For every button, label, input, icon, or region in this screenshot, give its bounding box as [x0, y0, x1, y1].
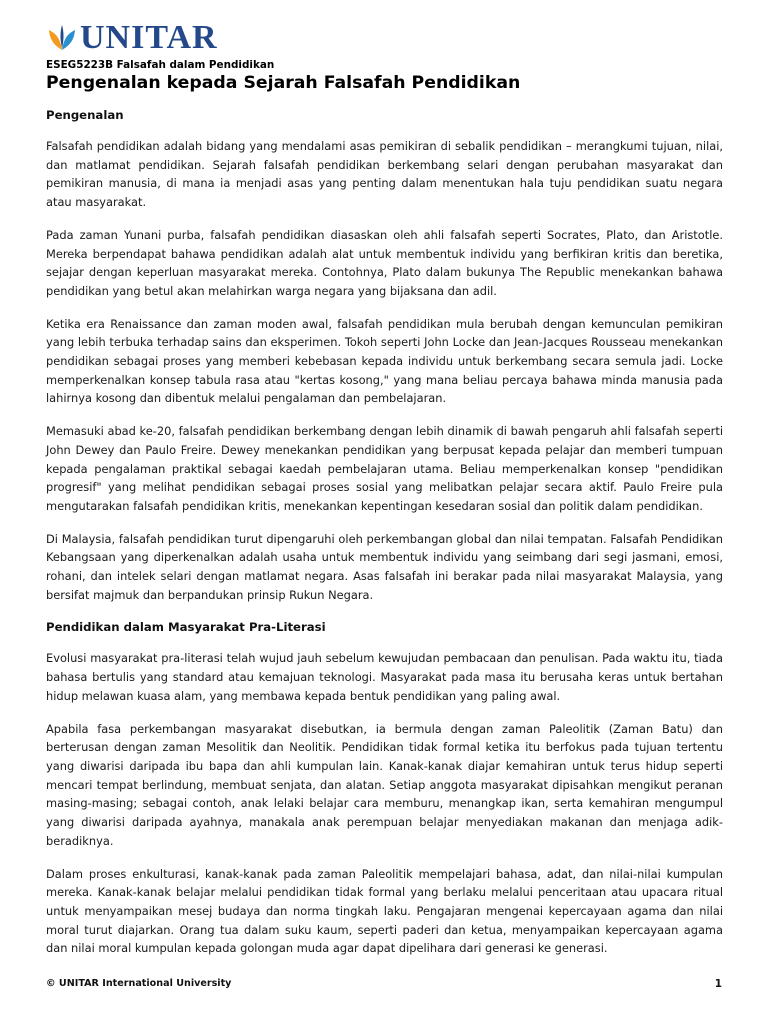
- logo-wordmark: UNITAR: [80, 19, 218, 56]
- unitar-logo: [46, 21, 218, 55]
- paragraph: Falsafah pendidikan adalah bidang yang mendalami asas pemikiran di sebalik pendidikan – merangkumi tujuan, nilai, dan matlamat pendidikan. Sejarah falsafah pendidikan berkembang selari dengan perubahan masyarakat dan pemikiran manusia, di mana ia menjadi asas yang penting dalam menentukan hala tuju pendidikan suatu negara atau masyarakat.: [46, 139, 723, 210]
- paragraph: Evolusi masyarakat pra-literasi telah wujud jauh sebelum kewujudan pembacaan dan penulisan. Pada waktu itu, tiada bahasa bertulis yang standard atau kemajuan teknologi. Masyarakat pada masa itu berusaha keras untuk bertahan hidup melawan kuasa alam, yang membawa kepada bentuk pendidikan yang paling awal.: [46, 651, 723, 703]
- footer-copyright: © UNITAR International University: [46, 978, 232, 989]
- document-title: Pengenalan kepada Sejarah Falsafah Pendidikan: [46, 73, 521, 93]
- paragraph: Ketika era Renaissance dan zaman moden awal, falsafah pendidikan mula berubah dengan kemunculan pemikiran yang lebih terbuka terhadap sains dan eksperimen. Tokoh seperti John Locke dan Jean-Jacques Rousseau menekankan pendidikan sebagai proses yang memberi kebebasan kepada individu untuk berkembang secara semula jadi. Locke memperkenalkan konsep tabula rasa atau "kertas kosong," yang mana beliau percaya bahawa minda manusia pada lahirnya kosong dan dibentuk melalui pengalaman dan pembelajaran.: [46, 316, 723, 406]
- paragraph: Memasuki abad ke-20, falsafah pendidikan berkembang dengan lebih dinamik di bawah pengaruh ahli falsafah seperti John Dewey dan Paulo Freire. Dewey menekankan pendidikan yang berpusat kepada pelajar dan memberi tumpuan kepada pengalaman praktikal sebagai kaedah pembelajaran utama. Beliau memperkenalkan konsep "pendidikan progresif" yang melihat pendidikan sebagai proses sosial yang melibatkan pelajar secara aktif. Paulo Freire pula mengutarakan falsafah pendidikan kritis, menekankan kepentingan kesedaran sosial dan politik dalam pendidikan.: [46, 424, 723, 513]
- course-code: ESEG5223B Falsafah dalam Pendidikan: [46, 59, 275, 71]
- section-heading-pengenalan: Pengenalan: [46, 108, 124, 122]
- document-body: [46, 106, 723, 972]
- book-leaf-logo-icon: [46, 22, 78, 54]
- section-heading-pra-literasi: Pendidikan dalam Masyarakat Pra-Literasi: [46, 620, 326, 635]
- paragraph: Di Malaysia, falsafah pendidikan turut dipengaruhi oleh perkembangan global dan nilai tempatan. Falsafah Pendidikan Kebangsaan yang diperkenalkan adalah usaha untuk membentuk individu yang seimbang dari segi jasmani, emosi, rohani, dan intelek selari dengan matlamat negara. Asas falsafah ini berakar pada nilai masyarakat Malaysia, yang bersifat majmuk dan berpandukan prinsip Rukun Negara.: [46, 531, 723, 602]
- paragraph: Dalam proses enkulturasi, kanak-kanak pada zaman Paleolitik mempelajari bahasa, adat, dan nilai-nilai kumpulan mereka. Kanak-kanak belajar melalui pendidikan tidak formal yang berlaku melalui penceritaan atau upacara ritual untuk menyampaikan mesej budaya dan norma tingkah laku. Pengajaran mengenai kepercayaan agama dan nilai moral turut diajarkan. Orang tua dalam suku kaum, seperti paderi dan ketua, menyampaikan kepercayaan agama dan nilai moral kumpulan kepada golongan muda agar dapat dipelihara dari generasi ke generasi.: [46, 866, 723, 956]
- page-number: 1: [714, 978, 722, 990]
- paragraph: Pada zaman Yunani purba, falsafah pendidikan diasaskan oleh ahli falsafah seperti Socrates, Plato, dan Aristotle. Mereka berpendapat bahawa pendidikan adalah alat untuk membentuk individu yang berfikiran kritis dan beretika, sejajar dengan keperluan masyarakat mereka. Contohnya, Plato dalam bukunya The Republic menekankan bahawa pendidikan yang betul akan melahirkan warga negara yang bijaksana dan adil.: [46, 227, 723, 298]
- paragraph: Apabila fasa perkembangan masyarakat disebutkan, ia bermula dengan zaman Paleolitik (Zaman Batu) dan berterusan dengan zaman Mesolitik dan Neolitik. Pendidikan tidak formal ketika itu berfokus pada tujuan tertentu yang diwarisi daripada ibu bapa dan ahli kumpulan lain. Kanak-kanak diajar kemahiran untuk terus hidup seperti mencari tempat berlindung, membuat senjata, dan alatan. Setiap anggota masyarakat dipisahkan mengikut peranan masing-masing; sebagai contoh, anak lelaki belajar cara memburu, menangkap ikan, serta kemahiran mengumpul yang diwarisi daripada ayahnya, manakala anak perempuan belajar menyediakan makanan dan menjaga adik-beradiknya.: [46, 721, 723, 848]
